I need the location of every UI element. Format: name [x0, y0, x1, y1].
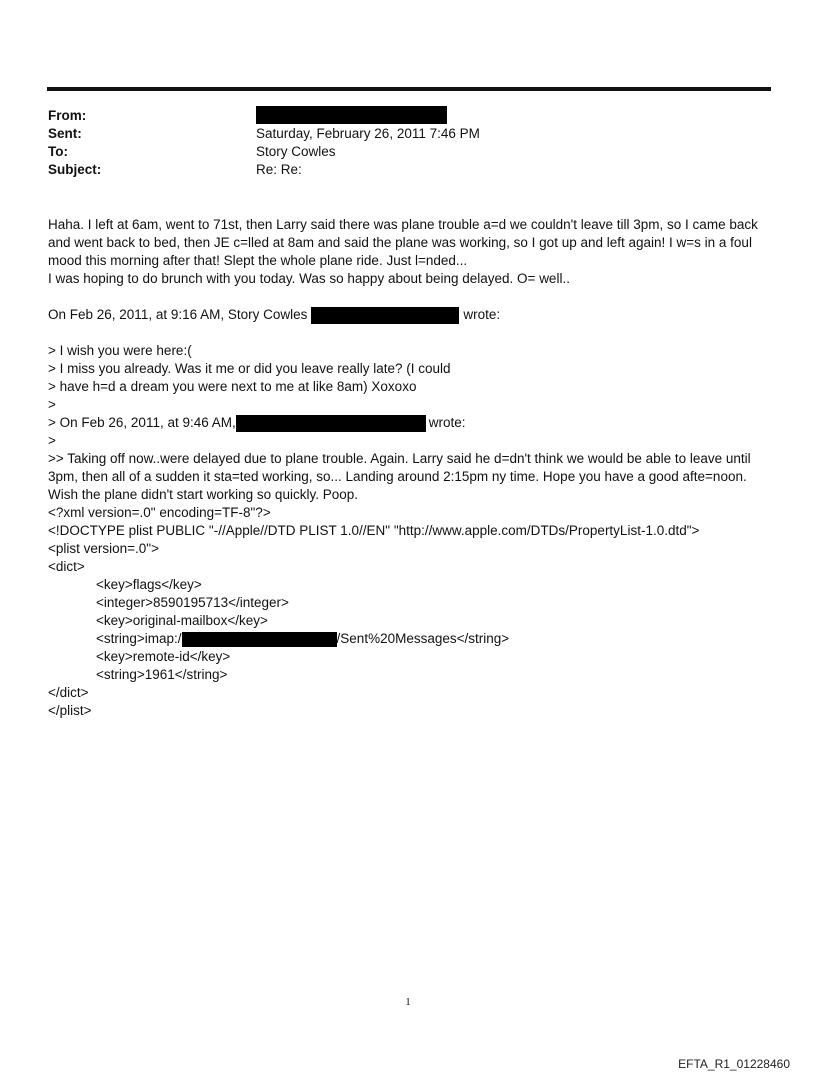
sent-value: Saturday, February 26, 2011 7:46 PM [256, 126, 480, 141]
xml-line: <string>1961</string> [96, 667, 228, 682]
xml-line: </plist> [48, 703, 92, 718]
xml-line: <key>original-mailbox</key> [96, 613, 268, 628]
body-line: and went back to bed, then JE c=lled at 8am and said the plane was working, so I got up and left again! I w=s in a foul [48, 235, 752, 250]
double-quoted-line: Wish the plane didn't start working so quickly. Poop. [48, 487, 358, 502]
xml-text: <string>imap:/ [96, 631, 182, 646]
redaction-box [182, 632, 337, 647]
xml-line: <!DOCTYPE plist PUBLIC "-//Apple//DTD PLIST 1.0//EN" "http://www.apple.com/DTDs/PropertyList-1.0.dtd"> [48, 523, 700, 538]
quoted-line: > I wish you were here:( [48, 343, 192, 358]
double-quoted-line: >> Taking off now..were delayed due to plane trouble. Again. Larry said he d=dn't think we would be able to leave until [48, 451, 751, 466]
redaction-box [236, 415, 426, 432]
xml-line: <?xml version=.0" encoding=TF-8"?> [48, 505, 271, 520]
document-id: EFTA_R1_01228460 [678, 1057, 790, 1071]
quoted-line: > I miss you already. Was it me or did you leave really late? (I could [48, 361, 451, 376]
subject-value: Re: Re: [256, 162, 302, 177]
xml-line: <key>remote-id</key> [96, 649, 231, 664]
body-line: mood this morning after that! Slept the whole plane ride. Just l=nded... [48, 253, 468, 268]
xml-line: <integer>8590195713</integer> [96, 595, 289, 610]
quoted-line: > [48, 433, 56, 448]
to-value: Story Cowles [256, 144, 336, 159]
from-label: From: [48, 108, 87, 123]
quoted-line: > [48, 397, 56, 412]
spacer [48, 324, 778, 342]
redaction-box [311, 307, 459, 324]
page-number: 1 [405, 996, 411, 1008]
subject-label: Subject: [48, 162, 102, 177]
header-rule [47, 87, 771, 91]
quote-attribution-wrote: wrote: [428, 415, 466, 430]
xml-line: </dict> [48, 685, 89, 700]
to-label: To: [48, 144, 68, 159]
quote-attribution-2 [48, 414, 778, 432]
quote-attribution-1 [48, 306, 778, 324]
quote-attribution-text: On Feb 26, 2011, at 9:16 AM, Story Cowles [48, 307, 308, 322]
body-line: Haha. I left at 6am, went to 71st, then Larry said there was plane trouble a=d we couldn't leave till 3pm, so I came back [48, 217, 758, 232]
quote-attribution-wrote: wrote: [463, 307, 501, 322]
sent-label: Sent: [48, 126, 82, 141]
quote-attribution-text: > On Feb 26, 2011, at 9:46 AM, [48, 415, 236, 430]
xml-line: <key>flags</key> [96, 577, 202, 592]
spacer [48, 288, 778, 306]
email-body [48, 216, 778, 720]
body-line: I was hoping to do brunch with you today. Was so happy about being delayed. O= well.. [48, 271, 570, 286]
xml-line-mailbox [48, 630, 778, 648]
xml-text: /Sent%20Messages</string> [336, 631, 510, 646]
double-quoted-line: 3pm, then all of a sudden it sta=ted working, so... Landing around 2:15pm ny time. Hope you have a good afte=noon. [48, 469, 747, 484]
xml-line: <plist version=.0"> [48, 541, 159, 556]
xml-line: <dict> [48, 559, 85, 574]
redaction-box [256, 106, 447, 124]
quoted-line: > have h=d a dream you were next to me at like 8am) Xoxoxo [48, 379, 417, 394]
